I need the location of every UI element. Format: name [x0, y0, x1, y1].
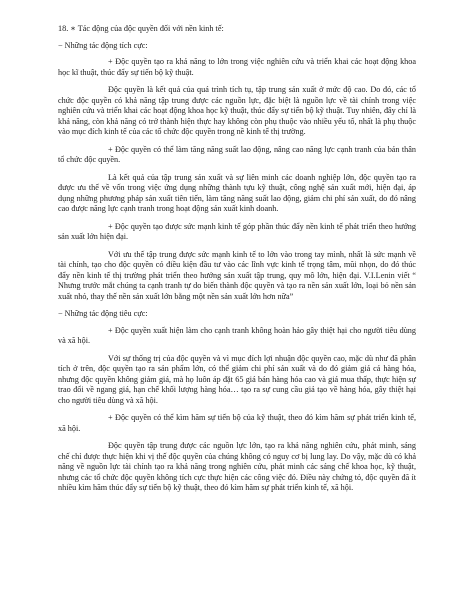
section-heading: 18. ∗ Tác động của độc quyền đối với nền kinh tế: — [58, 24, 224, 33]
positive-point-3: + Độc quyền tạo được sức mạnh kinh tế góp phần thúc đẩy nền kinh tế phát triển theo hướng sản xuất lớn hiện đại. — [58, 221, 416, 241]
negative-effects-title: − Những tác động tiêu cực: — [58, 309, 148, 318]
negative-explanation-1: Với sự thống trị của độc quyền và vì mục đích lợi nhuận độc quyền cao, mặc dù như đã phân tích ở trên, độc quyền tạo ra sản phẩm lớn, có thể giảm chi phí sản xuất và do đó giảm giá cả hàng hóa, nhưng độc quyền không giảm giá, mà họ luôn áp đặt 65 giá bán hàng hóa cao và giá mua thấp, thực hiện sự trao đổi về ngang giá, hạn chế khối lượng hàng hóa… tạo ra sự cung cầu giả tạo về hàng hóa, gây thiệt hại cho người tiêu dùng và xã hội. — [58, 353, 416, 405]
positive-explanation-2: Là kết quả của tập trung sản xuất và sự liên minh các doanh nghiệp lớn, độc quyền tạo ra được ưu thế về vốn trong việc ứng dụng những thành tựu kỹ thuật, công nghệ sản xuất mới, hiện đại, áp dụng những phương pháp sản xuất tiên tiến, làm tăng năng suất lao động, giảm chi phí sản xuất, do đó nâng cao được năng lực cạnh tranh trong hoạt động sản xuất kinh doanh. — [58, 172, 416, 213]
negative-point-2: + Độc quyền có thể kìm hãm sự tiến bộ của kỹ thuật, theo đó kìm hãm sự phát triển kinh tế, xã hội. — [58, 413, 416, 433]
positive-effects-title: − Những tác động tích cực: — [58, 40, 148, 50]
positive-explanation-3: Với ưu thế tập trung được sức mạnh kinh tế to lớn vào trong tay mình, nhất là sức mạnh về tài chính, tạo cho độc quyền có điều kiện đầu tư vào các lĩnh vực kinh tế trọng tâm, mũi nhọn, do đó thúc đẩy nền kinh tế thị trường phát triển theo hướng sản xuất tập trung, quy mô lớn, hiện đại. V.I.Lenin viết “ Nhưng trước mắt chúng ta cạnh tranh tự do biến thành độc quyền và tạo ra nền sản xuất lớn, loại bỏ nền sản xuất nhỏ, thay thế nền sản xuất lớn bằng một nền sản xuất lớn hơn nữa” — [58, 249, 416, 301]
negative-explanation-2: Độc quyền tập trung được các nguồn lực lớn, tạo ra khả năng nghiên cứu, phát minh, sáng chế chỉ được thực hiện khi vị thế độc quyền của chúng không có nguy cơ bị lung lay. Do vậy, mặc dù có khả năng về nguồn lực tài chính tạo ra khả năng trong nghiên cứu, phát minh các sáng chế khoa học, kỹ thuật, nhưng các tổ chức độc quyền không tích cực thực hiện các công việc đó. Điều này chứng tỏ, độc quyền đã ít nhiều kìm hãm thúc đẩy sự tiến bộ kỹ thuật, theo đó kìm hãm sự phát triển kinh tế, xã hội. — [58, 441, 416, 492]
positive-point-1: + Độc quyền tạo ra khả năng to lớn trong việc nghiên cứu và triển khai các hoạt động khoa học kĩ thuật, thúc đẩy sự tiến bộ kỹ thuật. — [58, 57, 416, 77]
negative-point-1: + Độc quyền xuất hiện làm cho cạnh tranh không hoàn hảo gây thiệt hại cho người tiêu dùng và xã hội. — [58, 325, 416, 345]
positive-point-2: + Độc quyền có thể làm tăng năng suất lao động, nâng cao năng lực cạnh tranh của bản thân tổ chức độc quyền. — [58, 144, 416, 164]
positive-explanation-1: Độc quyền là kết quả của quá trình tích tụ, tập trung sản xuất ở mức độ cao. Do đó, các tổ chức độc quyền có khả năng tập trung được các nguồn lực, đặc biệt là nguồn lực về tài chính trong việc nghiên cứu và triển khai các hoạt động khoa học kỹ thuật, thúc đẩy sự tiến bộ kỹ thuật. Tuy nhiên, đây chỉ là khả năng, còn khả năng có trở thành hiện thực hay không còn phụ thuộc vào nhiều yếu tố, nhất là phụ thuộc vào mục đích kinh tế của các tổ chức độc quyền trong nề kinh tế thị trường. — [58, 85, 416, 136]
